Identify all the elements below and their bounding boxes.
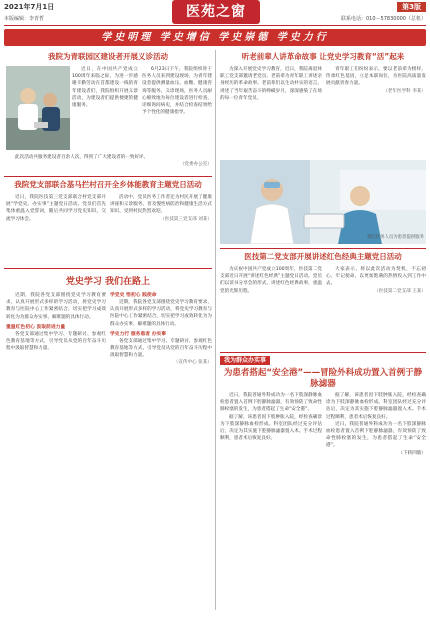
article4-body-b xyxy=(326,66,426,95)
article3-paragraph-1: 近期，我院各党支部围绕党史学习教育要求，认真开展形式多样的学习活动，将党史学习教育与医院中心工作紧密结合，切实把学习成效转化为为群众办实事、解难题的具体行动。 xyxy=(6,293,106,320)
medical-staff-photo-art xyxy=(220,160,426,244)
article-elder-stories xyxy=(220,52,426,62)
article-filter-surgery xyxy=(220,368,426,390)
divider xyxy=(220,352,426,353)
article4-paragraph-2: 青年职工们纷纷表示，要以老前辈为榜样，传承红色基因，立足本职岗位，为医院高质量发展贡献青春力量。 xyxy=(326,67,426,87)
article-party-history xyxy=(4,276,212,288)
divider xyxy=(4,176,212,177)
article6-paragraph-2-repeat: 据了解，该患者因下肢肿胀入院，经检查确诊为下肢深静脉血栓形成。科室团队经过充分评估后，决定为其实施下腔静脉滤器置入术。手术过程顺利，患者术后恢复良好。 xyxy=(326,393,426,420)
article3-byline: （宣传中心 张某） xyxy=(173,360,212,366)
article5-byline: （医技第二党支部 王某） xyxy=(374,288,426,294)
article-title: 我院为青联园区建设者开展义诊活动 xyxy=(48,52,168,61)
divider xyxy=(4,268,212,269)
article4-byline: （老年医学科 李某） xyxy=(383,88,426,94)
article-health-service xyxy=(4,52,212,62)
article4-body-a xyxy=(220,66,322,102)
article1-body-b xyxy=(142,66,212,116)
article1-body-c xyxy=(6,154,212,168)
article2-byline: （医技第三党支部 刘某） xyxy=(160,216,212,222)
article3-subhead-1: 重温红色初心 汲取前进力量 xyxy=(6,324,66,330)
article3-subhead-3: 学史力行 服务患者 办实事 xyxy=(110,331,167,337)
article5-body-b xyxy=(326,266,426,295)
article3-body-b xyxy=(110,292,212,366)
article-title: 为患者搭起“安全港”——冒险外科成功置入首例于静脉滤器 xyxy=(223,368,423,389)
contact-phone: 联系电话：010－57830000（总机） xyxy=(341,16,426,22)
article3-paragraph-1-repeat: 近期，我院各党支部围绕党史学习教育要求，认真开展形式多样的学习活动，将党史学习教育与医院中心工作紧密结合，切实把学习成效转化为为群众办实事、解难题的具体行动。 xyxy=(110,300,212,327)
article-title: 我院党支部联合基马拦村召开全乡体能教育主题党日活动 xyxy=(14,180,202,189)
article2-body-b xyxy=(110,194,212,223)
article1-paragraph-3: 此次活动共服务建设者百余人次，得到了广大建设者的一致好评。 xyxy=(15,155,149,160)
article-red-classics xyxy=(220,252,426,262)
article2-paragraph-2: 活动中，党员医务工作者还为村民开展了健康讲座和义诊服务，普及慢性病防治和健康生活方式知识，受到村民热烈欢迎。 xyxy=(110,195,212,215)
article-party-day xyxy=(4,180,212,190)
issue-date: 2021年7月1日 xyxy=(4,3,55,11)
article-title: 医技第二党支部开展讲述红色经典主题党日活动 xyxy=(244,252,402,261)
article-title: 听老前辈人讲革命故事 让党史学习教育“活”起来 xyxy=(241,52,405,61)
article3-paragraph-2-repeat: 各党支部通过集中学习、专题研讨、参观红色教育基地等方式，引导党员从党的百年奋斗历程中汲取智慧和力量。 xyxy=(110,338,212,359)
article1-paragraph-1: 近日，在中国共产党成立100周年来临之际，为进一步感谢辛勤劳动在首都建设一线的青年建设者们，我院组织开展义诊活动，为建设者们提供便捷的健康服务。 xyxy=(72,67,138,109)
article3-paragraph-2: 各党支部通过集中学习、专题研讨、参观红色教育基地等方式，引导党员从党的百年奋斗历程中汲取智慧和力量。 xyxy=(6,331,106,352)
article3-subhead-2: 学党史 悟初心 践使命 xyxy=(110,293,157,298)
article5-paragraph-2: 大家表示，将以此次活动为契机，不忘初心、牢记使命，以更加饱满的热情投入到工作中去。 xyxy=(326,267,426,287)
article1-body-a xyxy=(72,66,138,109)
article6-paragraph-1: 近日，我院普通外科成功为一名下肢深静脉血栓患者置入首例下腔静脉滤器，有效预防了致命性肺栓塞的发生，为患者搭起了生命“安全港”。 xyxy=(220,393,322,413)
article1-byline: （党委办公室） xyxy=(179,162,212,168)
article1-paragraph-2: 6月23日下午，我院组织骨干医务人员来到建设现场，为青年建设者提供测量血压、血糖、健康咨询等服务。义诊现场，医务人员耐心细致地为每位建设者进行检查，详细询问病史，并结合检查结果给予个性化的健康指导。 xyxy=(142,67,212,116)
photo-caption: 我院医务人员为患者提供服务 xyxy=(366,235,424,240)
editor-credit: 本版编辑：李青哲 xyxy=(4,16,45,22)
article5-paragraph-1: 为庆祝中国共产党成立100周年，医技第二党支部近日开展“讲述红色经典”主题党日活动。党员们以读书分享会的形式，讲述红色经典故事，重温党的光辉历程。 xyxy=(220,267,322,294)
medical-staff-photo xyxy=(220,160,426,244)
article6-body-a xyxy=(220,392,322,442)
article6-paragraph-1-repeat: 近日，我院普通外科成功为一名下肢深静脉血栓患者置入首例下腔静脉滤器，有效预防了致命性肺栓塞的发生，为患者搭起了生命“安全港”。 xyxy=(326,421,426,449)
volunteer-photo-art xyxy=(6,66,70,150)
volunteer-photo xyxy=(6,66,70,150)
section-label: 我为群众办实事 xyxy=(220,356,270,365)
page-number-badge: 第3版 xyxy=(397,2,426,12)
continued-note: （下转四版） xyxy=(398,450,426,456)
article3-body-a xyxy=(6,292,106,352)
sub-bar xyxy=(4,14,426,24)
article4-paragraph-1: 为深入开展党史学习教育，近日，我院离退休职工党支部邀请老党员、老前辈为青年职工讲述亲身经历的革命故事。老前辈们以生动朴实的语言，讲述了当年艰苦奋斗的峥嵘岁月，深深感染了在场的每一位青年党员。 xyxy=(220,67,322,101)
article6-body-b xyxy=(326,392,426,456)
column-title: 医苑之窗 xyxy=(172,0,260,24)
column-divider xyxy=(215,50,216,610)
divider xyxy=(220,248,426,249)
article2-paragraph-1: 近日，我院医技第三党支部联合村党支部开展“学党史、办实事”主题党日活动。党员们首先集体重温入党誓词，随后共同学习党史知识，交流学习体会。 xyxy=(6,195,106,222)
slogan-banner: 学史明理 学史增信 学史崇德 学史力行 xyxy=(4,29,426,46)
article-title: 党史学习 我们在路上 xyxy=(65,277,151,287)
article5-body-a xyxy=(220,266,322,295)
article6-paragraph-2: 据了解，该患者因下肢肿胀入院，经检查确诊为下肢深静脉血栓形成。科室团队经过充分评估后，决定为其实施下腔静脉滤器置入术。手术过程顺利，患者术后恢复良好。 xyxy=(220,414,322,442)
masthead-rule xyxy=(4,25,426,26)
article2-body-a xyxy=(6,194,106,223)
